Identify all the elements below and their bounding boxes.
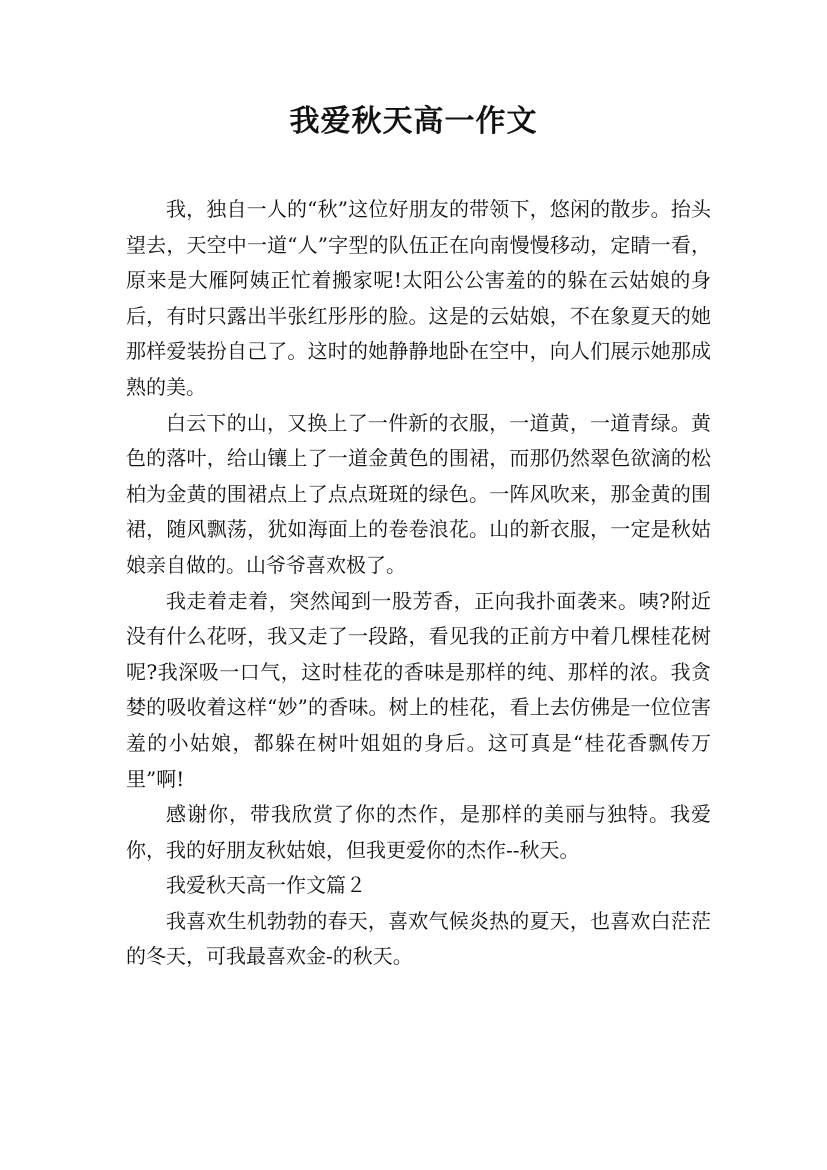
paragraph-3: 我走着走着，突然闻到一股芳香，正向我扑面袭来。咦?附近没有什么花呀，我又走了一段路，看见我的正前方中着几棵桂花树呢?我深吸一口气，这时桂花的香味是那样的纯、那样的浓。我贪婪的吸收着这样“妙”的香味。树上的桂花，看上去仿佛是一位位害羞的小姑娘，都躲在树叶姐姐的身后。这可真是“桂花香飘传万里”啊! bbox=[126, 588, 711, 791]
paragraph-2: 白云下的山，又换上了一件新的衣服，一道黄，一道青绿。黄色的落叶，给山镶上了一道金黄色的围裙，而那仍然翠色欲滴的松柏为金黄的围裙点上了点点斑斑的绿色。一阵风吹来，那金黄的围裙，随风飘荡，犹如海面上的卷卷浪花。山的新衣服，一定是秋姑娘亲自做的。山爷爷喜欢极了。 bbox=[126, 410, 711, 577]
paragraph-1: 我，独自一人的“秋”这位好朋友的带领下，悠闲的散步。抬头望去，天空中一道“人”字型的队伍正在向南慢慢移动，定睛一看，原来是大雁阿姨正忙着搬家呢!太阳公公害羞的的躲在云姑娘的身后，有时只露出半张红彤彤的脸。这是的云姑娘，不在象夏天的她那样爱装扮自己了。这时的她静静地卧在空中，向人们展示她那成熟的美。 bbox=[126, 197, 711, 399]
document-body bbox=[126, 192, 711, 975]
paragraph-4: 感谢你，带我欣赏了你的杰作，是那样的美丽与独特。我爱你，我的好朋友秋姑娘，但我更爱你的杰作--秋天。 bbox=[126, 802, 711, 862]
paragraph-5: 我喜欢生机勃勃的春天，喜欢气候炎热的夏天，也喜欢白茫茫的冬天，可我最喜欢金-的秋天。 bbox=[126, 908, 711, 969]
section-heading-2: 我爱秋天高一作文篇２ bbox=[166, 873, 366, 898]
document-title: 我爱秋天高一作文 bbox=[289, 104, 538, 139]
